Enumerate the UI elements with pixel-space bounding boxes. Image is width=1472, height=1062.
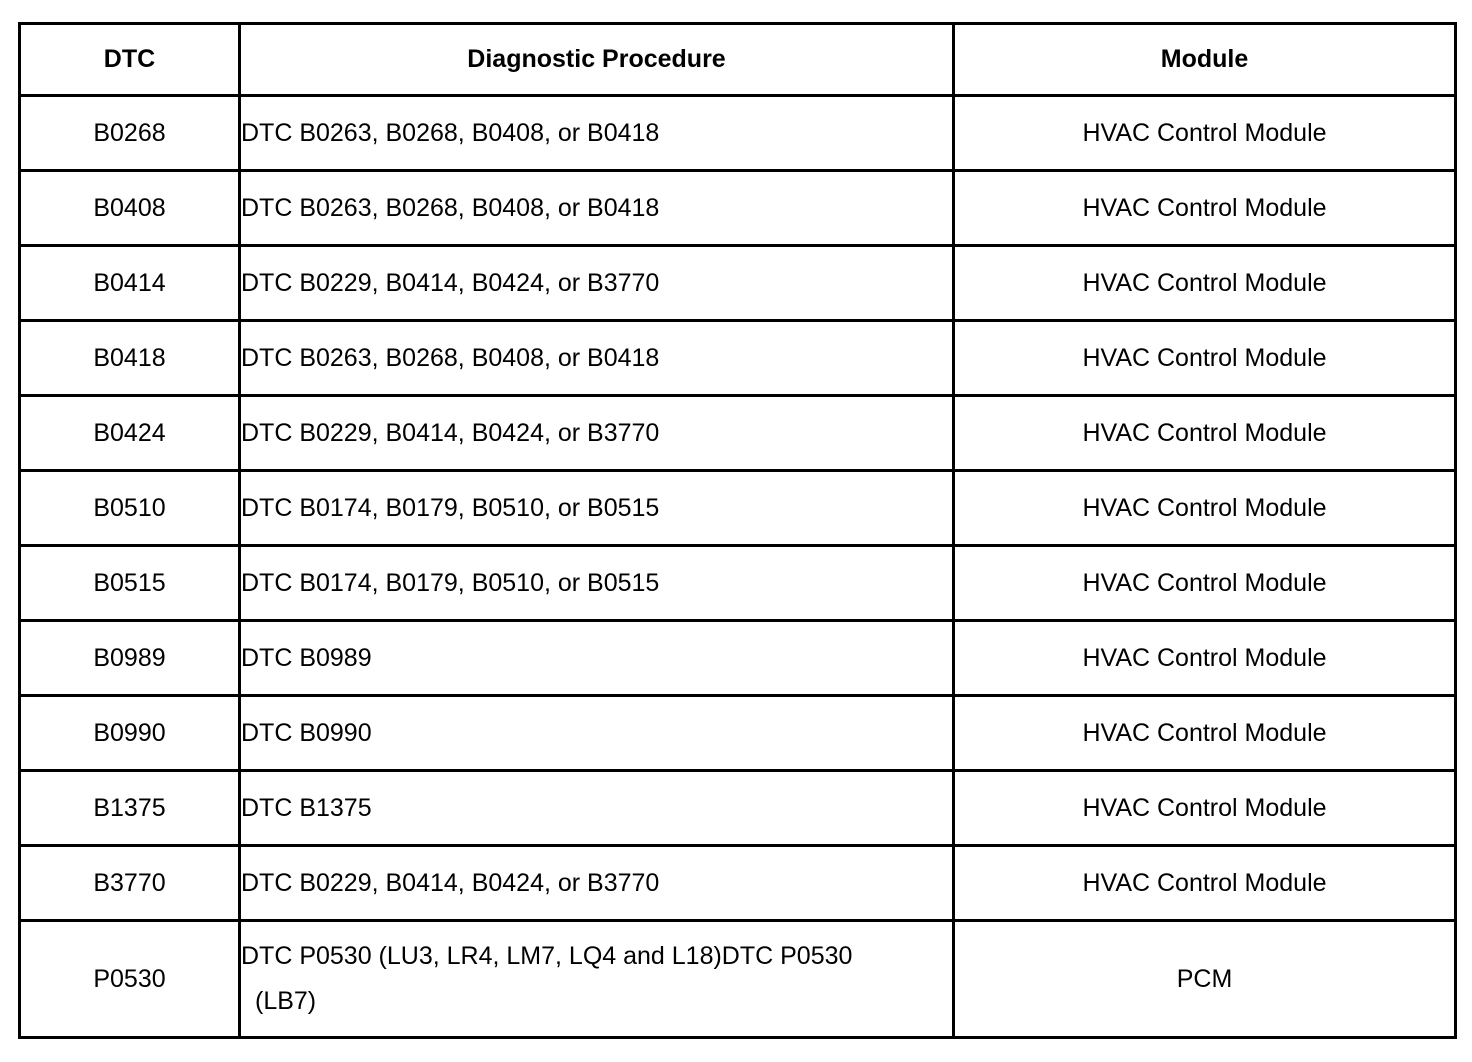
header-module: Module — [954, 24, 1456, 96]
table-row — [20, 246, 1456, 321]
header-dtc: DTC — [20, 24, 240, 96]
table-row — [20, 471, 1456, 546]
dtc-cell: B0989 — [20, 621, 240, 696]
module-cell: HVAC Control Module — [954, 696, 1456, 771]
header-procedure: Diagnostic Procedure — [240, 24, 954, 96]
procedure-line: DTC P0530 (LU3, LR4, LM7, LQ4 and L18)DTC P0530 — [241, 942, 853, 970]
table-row — [20, 321, 1456, 396]
dtc-cell: B3770 — [20, 846, 240, 921]
procedure-line-continued: (LB7) — [255, 987, 317, 1015]
dtc-cell: B1375 — [20, 771, 240, 846]
procedure-link[interactable]: DTC B0229, B0414, B0424, or B3770 — [240, 846, 954, 921]
dtc-cell: B0414 — [20, 246, 240, 321]
table-row — [20, 396, 1456, 471]
table-row — [20, 546, 1456, 621]
procedure-link[interactable]: DTC B0229, B0414, B0424, or B3770 — [240, 396, 954, 471]
dtc-cell: P0530 — [20, 921, 240, 1038]
procedure-link[interactable] — [240, 921, 954, 1038]
procedure-link[interactable]: DTC B0990 — [240, 696, 954, 771]
dtc-cell: B0424 — [20, 396, 240, 471]
table-row — [20, 696, 1456, 771]
table-row — [20, 921, 1456, 1038]
procedure-link[interactable]: DTC B0263, B0268, B0408, or B0418 — [240, 96, 954, 171]
table-row — [20, 171, 1456, 246]
module-cell: HVAC Control Module — [954, 546, 1456, 621]
module-cell: HVAC Control Module — [954, 321, 1456, 396]
module-cell: HVAC Control Module — [954, 471, 1456, 546]
dtc-table — [18, 22, 1457, 1039]
module-cell: HVAC Control Module — [954, 621, 1456, 696]
procedure-link[interactable]: DTC B0229, B0414, B0424, or B3770 — [240, 246, 954, 321]
procedure-link[interactable]: DTC B0174, B0179, B0510, or B0515 — [240, 471, 954, 546]
dtc-cell: B0418 — [20, 321, 240, 396]
table-row — [20, 96, 1456, 171]
procedure-link[interactable]: DTC B0174, B0179, B0510, or B0515 — [240, 546, 954, 621]
procedure-link[interactable]: DTC B1375 — [240, 771, 954, 846]
module-cell: HVAC Control Module — [954, 396, 1456, 471]
dtc-cell: B0515 — [20, 546, 240, 621]
dtc-cell: B0510 — [20, 471, 240, 546]
procedure-link[interactable]: DTC B0263, B0268, B0408, or B0418 — [240, 321, 954, 396]
dtc-cell: B0268 — [20, 96, 240, 171]
procedure-link[interactable]: DTC B0989 — [240, 621, 954, 696]
header-row — [20, 24, 1456, 96]
dtc-cell: B0408 — [20, 171, 240, 246]
module-cell: HVAC Control Module — [954, 96, 1456, 171]
module-cell: PCM — [954, 921, 1456, 1038]
table-row — [20, 621, 1456, 696]
module-cell: HVAC Control Module — [954, 771, 1456, 846]
table-row — [20, 771, 1456, 846]
module-cell: HVAC Control Module — [954, 846, 1456, 921]
table-row — [20, 846, 1456, 921]
procedure-link[interactable]: DTC B0263, B0268, B0408, or B0418 — [240, 171, 954, 246]
dtc-cell: B0990 — [20, 696, 240, 771]
module-cell: HVAC Control Module — [954, 171, 1456, 246]
module-cell: HVAC Control Module — [954, 246, 1456, 321]
